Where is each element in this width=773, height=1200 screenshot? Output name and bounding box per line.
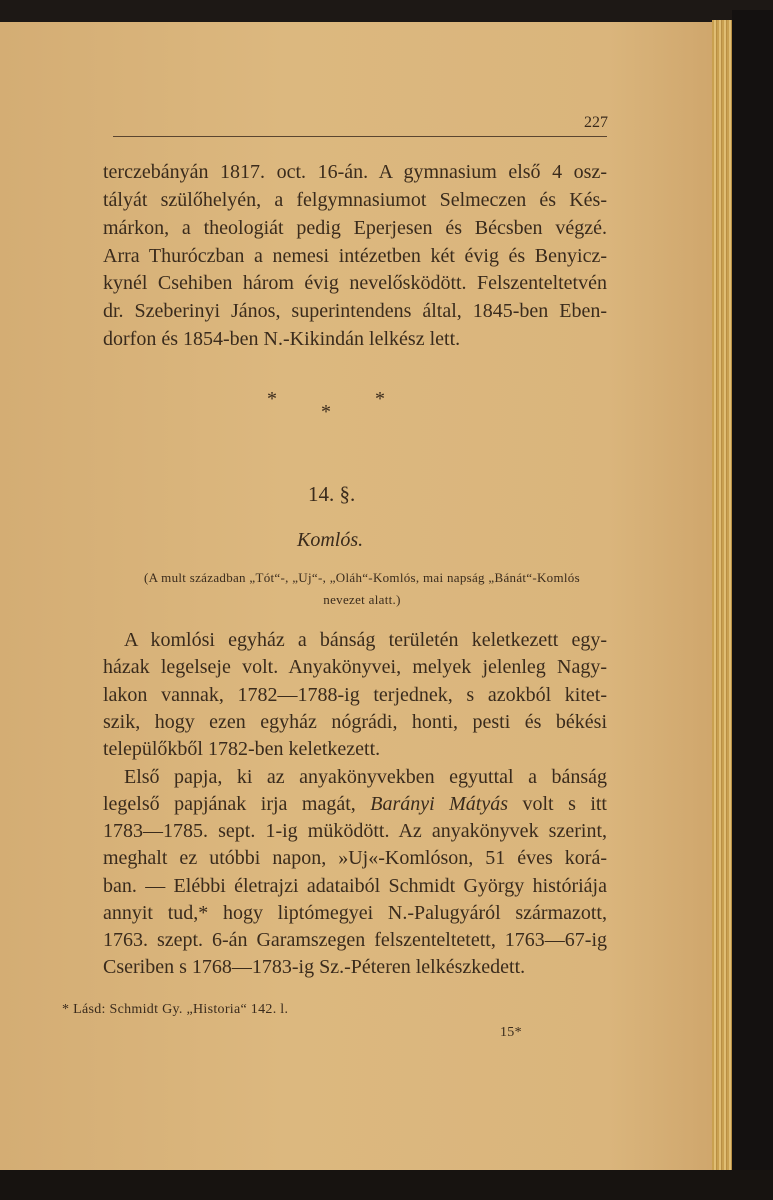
text-line: Első papja, ki az anyakönyvekben egyuttal a bánság <box>124 766 607 788</box>
text-line: dr. Szeberinyi János, superintendens által, 1845-ben Eben- <box>103 300 607 322</box>
text-fragment: volt s itt <box>522 793 607 815</box>
text-line: lakon vannak, 1782—1788-ig terjednek, s azokból kitet- <box>103 684 607 706</box>
scan-background <box>0 1170 773 1200</box>
text-line: tályát szülőhelyén, a felgymnasiumot Selmeczen és Kés- <box>103 189 607 211</box>
text-line: házak legelseje volt. Anyakönyvei, melyek jelenleg Nagy- <box>103 656 607 678</box>
text-line: 1783—1785. sept. 1-ig müködött. Az anyakönyvek szerint, <box>103 820 607 842</box>
section-subtitle: (A mult században „Tót“-, „Uj“-, „Oláh“-Komlós, mai napság „Bánát“-Komlós <box>144 570 580 585</box>
book-cover-edge <box>732 10 773 1200</box>
asterism-star: * <box>375 388 385 410</box>
text-line: ban. — Elébbi életrajzi adataiból Schmidt György históriája <box>103 875 607 897</box>
page-stack-edge <box>712 20 732 1170</box>
header-rule <box>113 136 607 137</box>
section-title: Komlós. <box>297 529 364 551</box>
text-line: dorfon és 1854-ben N.-Kikindán lelkész lett. <box>103 328 461 350</box>
asterism-star: * <box>321 401 331 423</box>
text-line: márkon, a theologiát pedig Eperjesen és Bécsben végzé. <box>103 217 607 239</box>
text-line: Arra Thuróczban a nemesi intézetben két évig és Benyicz- <box>103 245 607 267</box>
text-line: Cseriben s 1768—1783-ig Sz.-Péteren lelkészkedett. <box>103 956 526 978</box>
person-name: Barányi Mátyás <box>370 793 509 815</box>
text-line: kynél Csehiben három évig nevelősködött. Felszenteltetvén <box>103 272 607 294</box>
signature-mark: 15* <box>500 1025 522 1040</box>
text-line: 1763. szept. 6-án Garamszegen felszenteltetett, 1763—67-ig <box>103 929 607 951</box>
text-line: terczebányán 1817. oct. 16-án. A gymnasium első 4 osz- <box>103 161 607 183</box>
text-line: meghalt ez utóbbi napon, »Uj«-Komlóson, 51 éves korá- <box>103 847 607 869</box>
footnote: * Lásd: Schmidt Gy. „Historia“ 142. l. <box>62 1002 289 1017</box>
text-line <box>103 791 607 817</box>
text-line: települőkből 1782-ben keletkezett. <box>103 738 381 760</box>
page-number: 227 <box>584 114 608 131</box>
text-line: A komlósi egyház a bánság területén keletkezett egy- <box>124 629 607 651</box>
section-number: 14. §. <box>308 482 356 506</box>
text-line: szik, hogy ezen egyház nógrádi, honti, pesti és békési <box>103 711 607 733</box>
text-line: annyit tud,* hogy liptómegyei N.-Palugyáról származott, <box>103 902 607 924</box>
asterism-star: * <box>267 388 277 410</box>
section-subtitle: nevezet alatt.) <box>323 592 401 607</box>
text-fragment: legelső papjának irja magát, <box>103 793 356 815</box>
